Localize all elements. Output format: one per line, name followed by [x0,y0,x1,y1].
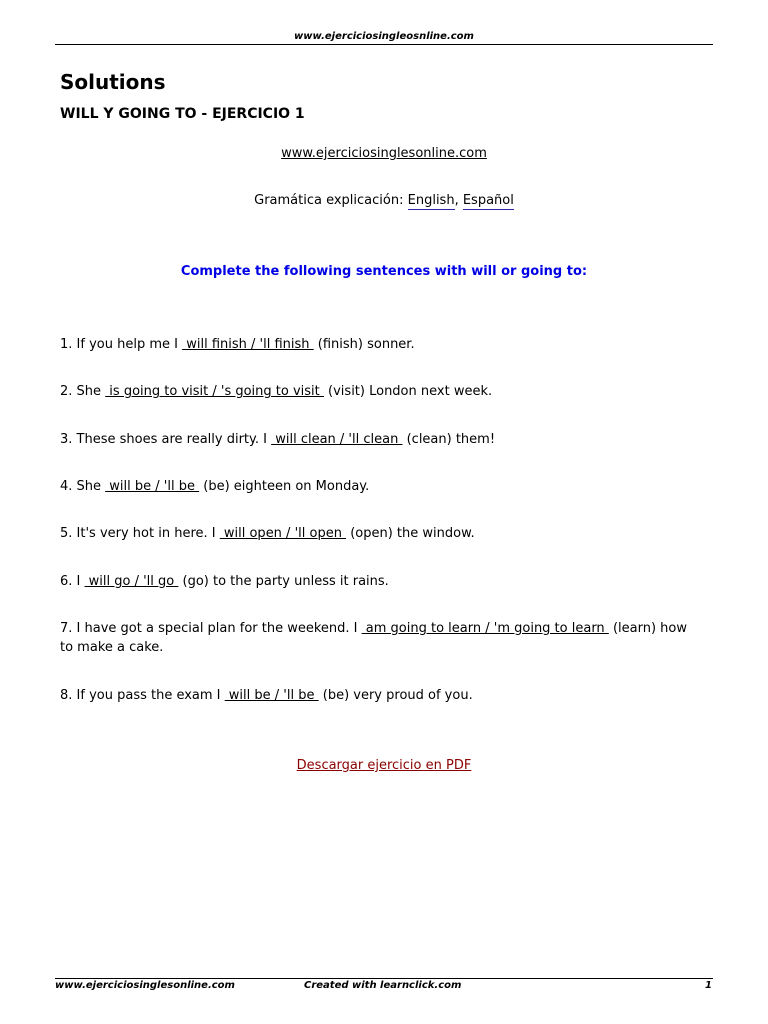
footer-credit: Created with learnclick.com [304,980,462,991]
sentence-1 [60,335,700,354]
answer: will clean / 'll clean [271,432,403,447]
footer-rule [55,978,713,979]
sentence-text: 7. I have got a special plan for the weekend. I [60,621,362,636]
grammar-line [0,193,768,208]
header-rule [55,44,713,45]
pdf-download-link[interactable]: Descargar ejercicio en PDF [296,758,472,773]
english-link[interactable]: English [407,193,455,208]
sentence-text: 8. If you pass the exam I [60,688,225,703]
answer: is going to visit / 's going to visit [105,384,324,399]
answer: will finish / 'll finish [182,337,314,352]
sentence-text: (open) the window. [346,526,475,541]
spanish-link[interactable]: Español [462,193,514,208]
sentence-text: 6. I [60,574,85,589]
header-url: www.ejerciciosingleosnline.com [294,31,474,42]
sentence-text: 1. If you help me I [60,337,183,352]
sentence-text: (clean) them! [402,432,496,447]
footer-url: www.ejerciciosinglesonline.com [55,980,235,991]
sentence-text: (learn) how to make a cake. [60,621,687,655]
sentence-text: 5. It's very hot in here. I [60,526,220,541]
answer: will go / 'll go [84,574,179,589]
sentence-text: 3. These shoes are really dirty. I [60,432,272,447]
site-link[interactable]: www.ejerciciosinglesonline.com [281,146,487,161]
sentence-text: (be) eighteen on Monday. [199,479,370,494]
page-subtitle: WILL Y GOING TO - EJERCICIO 1 [60,106,305,122]
sentence-6 [60,572,700,591]
sentence-text: 4. She [60,479,106,494]
sentence-text: 2. She [60,384,106,399]
answer: will be / 'll be [224,688,319,703]
grammar-label: Gramática explicación: [254,193,408,208]
sentence-8 [60,686,700,705]
answer: will be / 'll be [105,479,200,494]
sentence-text: (finish) sonner. [313,337,415,352]
sentence-2 [60,382,700,401]
sentence-3 [60,430,700,449]
grammar-separator: , [454,193,463,208]
sentence-text: (go) to the party unless it rains. [178,574,389,589]
answer: am going to learn / 'm going to learn [361,621,609,636]
page-title: Solutions [60,70,166,94]
sentence-text: (be) very proud of you. [318,688,473,703]
sentence-text: (visit) London next week. [323,384,493,399]
instruction: Complete the following sentences with will or going to: [180,264,588,279]
sentence-5 [60,524,700,543]
answer: will open / 'll open [219,526,347,541]
sentence-4 [60,477,700,496]
page-number: 1 [705,980,712,991]
sentence-7 [60,619,700,657]
